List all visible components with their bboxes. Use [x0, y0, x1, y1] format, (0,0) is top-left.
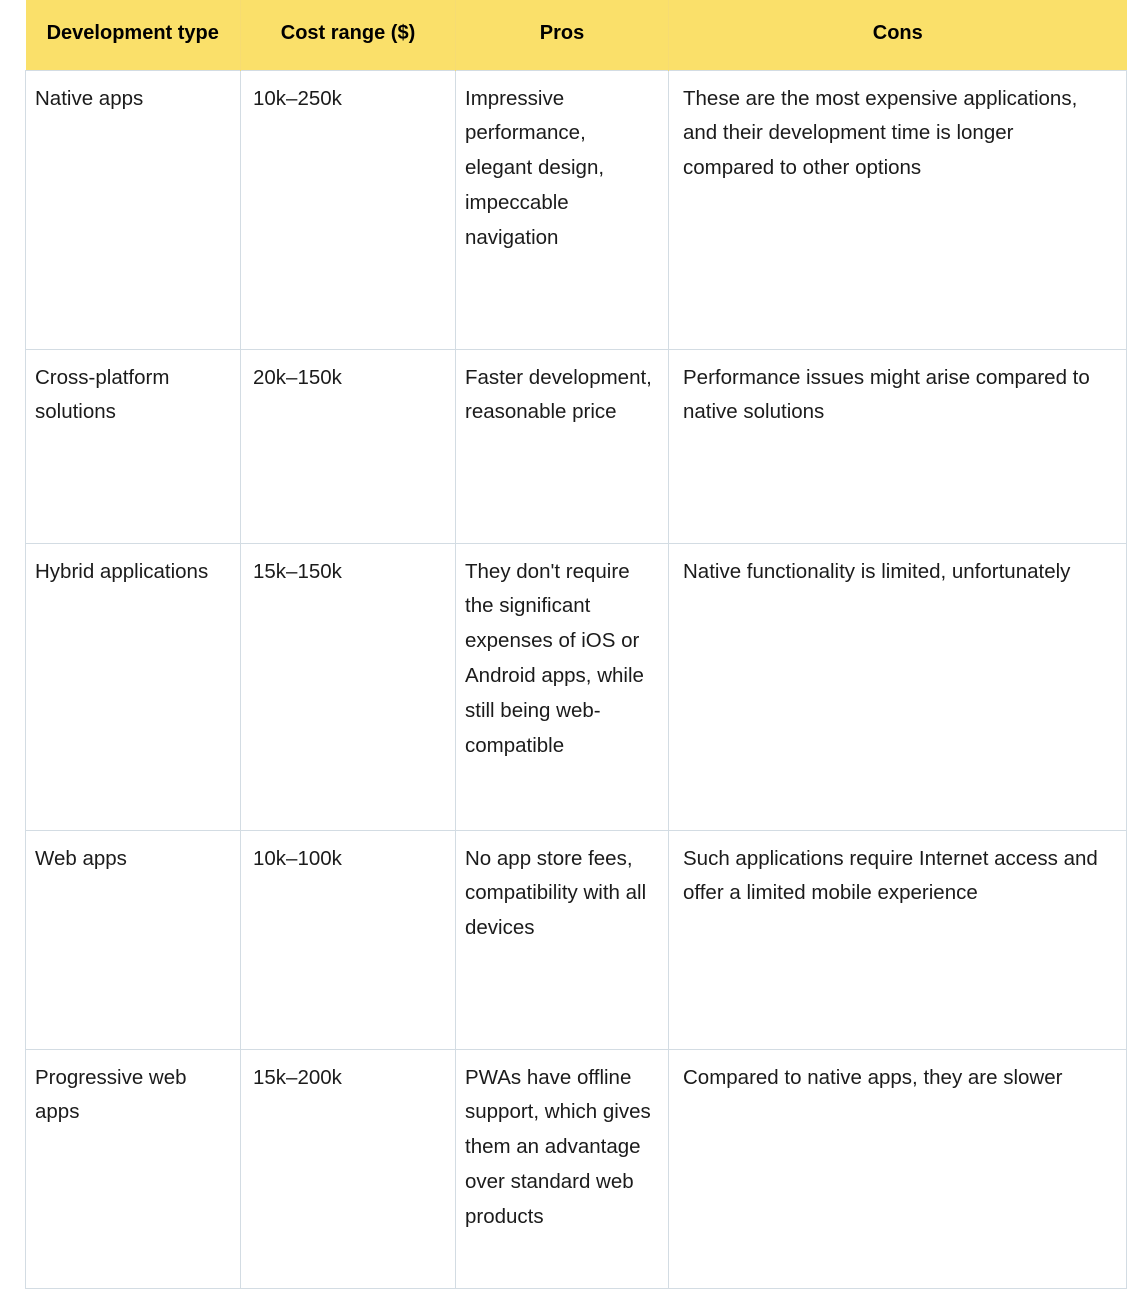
table-header — [26, 0, 1127, 70]
cell-cons: Such applications require Internet access and offer a limited mobile experience — [669, 830, 1127, 1049]
cell-development-type: Native apps — [26, 70, 241, 349]
table-row — [26, 543, 1127, 830]
cell-development-type: Web apps — [26, 830, 241, 1049]
table-row — [26, 1049, 1127, 1288]
cell-cost-range: 15k–200k — [241, 1049, 456, 1288]
column-header-cons: Cons — [669, 0, 1127, 70]
column-header-pros: Pros — [456, 0, 669, 70]
comparison-table-container — [25, 0, 1126, 1289]
cell-cost-range: 10k–250k — [241, 70, 456, 349]
cell-cost-range: 10k–100k — [241, 830, 456, 1049]
cell-pros: PWAs have offline support, which gives them an advantage over standard web products — [456, 1049, 669, 1288]
development-cost-comparison-table — [25, 0, 1127, 1289]
cell-cost-range: 20k–150k — [241, 349, 456, 543]
cell-cons: These are the most expensive applications, and their development time is longer compared to other options — [669, 70, 1127, 349]
cell-cons: Native functionality is limited, unfortunately — [669, 543, 1127, 830]
table-header-row — [26, 0, 1127, 70]
column-header-cost-range: Cost range ($) — [241, 0, 456, 70]
table-row — [26, 70, 1127, 349]
cell-development-type: Hybrid applications — [26, 543, 241, 830]
cell-pros: No app store fees, compatibility with all devices — [456, 830, 669, 1049]
cell-cons: Performance issues might arise compared to native solutions — [669, 349, 1127, 543]
table-row — [26, 830, 1127, 1049]
cell-cost-range: 15k–150k — [241, 543, 456, 830]
column-header-development-type: Development type — [26, 0, 241, 70]
cell-pros: They don't require the significant expenses of iOS or Android apps, while still being web-compatible — [456, 543, 669, 830]
cell-development-type: Progressive web apps — [26, 1049, 241, 1288]
cell-pros: Impressive performance, elegant design, impeccable navigation — [456, 70, 669, 349]
cell-development-type: Cross-platform solutions — [26, 349, 241, 543]
table-row — [26, 349, 1127, 543]
table-body — [26, 70, 1127, 1288]
cell-pros: Faster development, reasonable price — [456, 349, 669, 543]
cell-cons: Compared to native apps, they are slower — [669, 1049, 1127, 1288]
